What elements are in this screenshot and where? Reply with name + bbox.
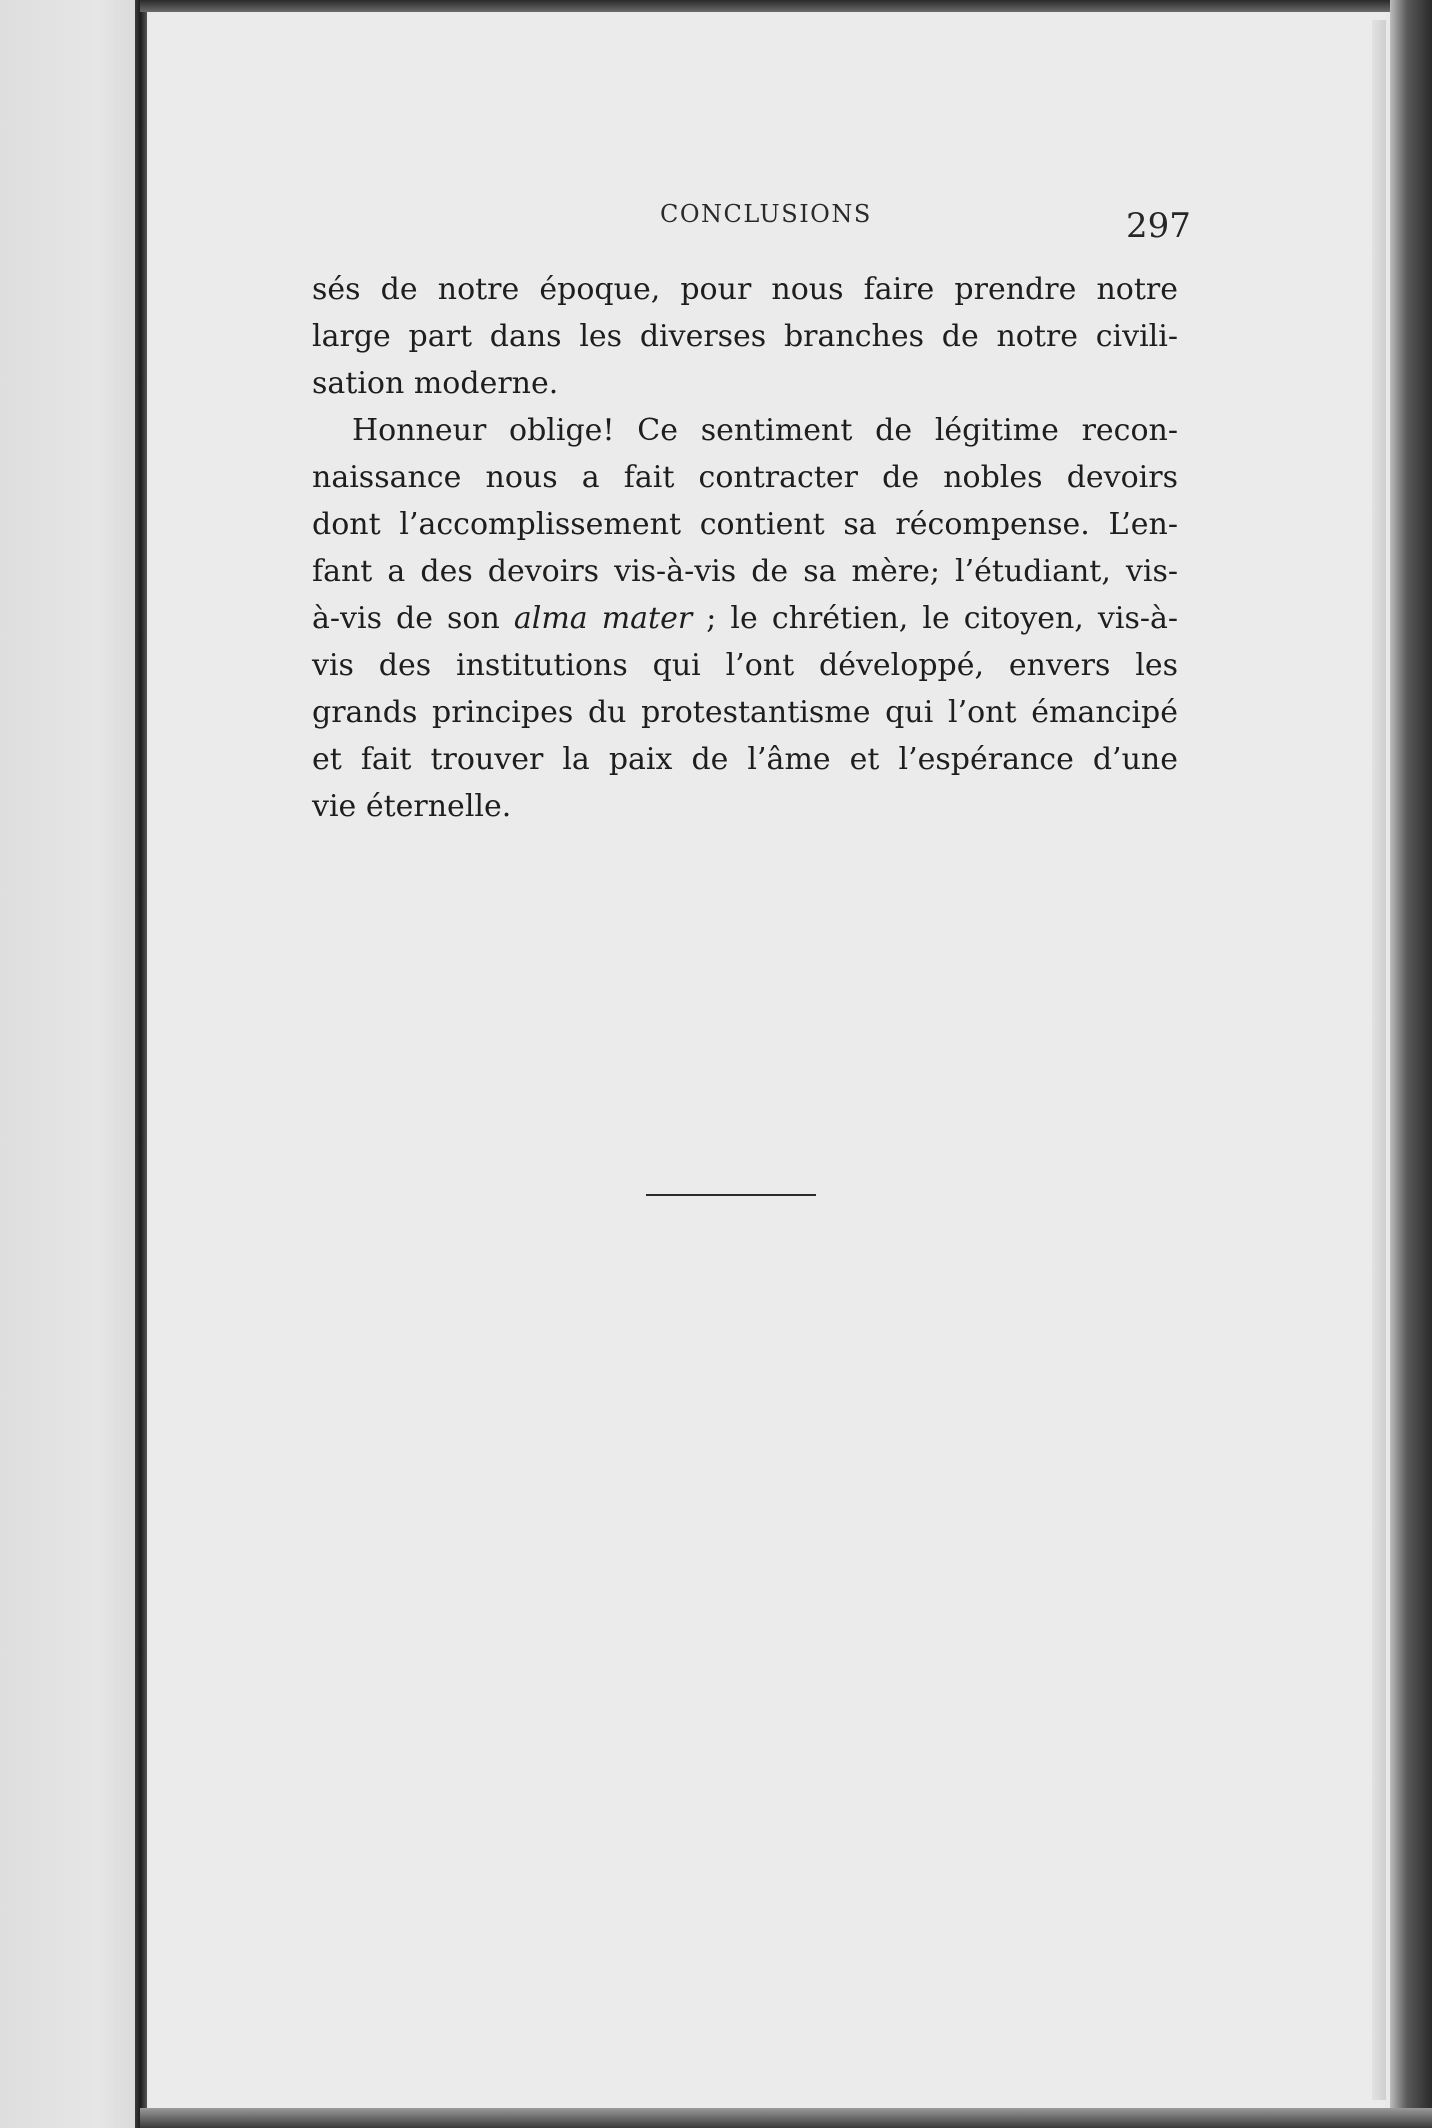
text-line: large part dans les diverses branches de notre civili- bbox=[312, 319, 1178, 354]
running-title: CONCLUSIONS bbox=[660, 200, 872, 228]
text-line-with-italic bbox=[312, 595, 1178, 642]
page-stack-edge bbox=[1372, 20, 1386, 2100]
top-page-edge bbox=[140, 0, 1432, 12]
text-segment: ; le chrétien, le citoyen, vis-à- bbox=[692, 601, 1178, 636]
text-line: et fait trouver la paix de l’âme et l’espérance d’une bbox=[312, 742, 1178, 777]
end-of-chapter-rule bbox=[646, 1194, 816, 1196]
binding-gutter bbox=[135, 0, 147, 2128]
left-page-edge bbox=[0, 0, 140, 2128]
text-line: vie éternelle. bbox=[312, 789, 512, 824]
paragraph-1 bbox=[312, 266, 1178, 407]
text-line: dont l’accomplissement contient sa récompense. L’en- bbox=[312, 507, 1178, 542]
italic-phrase: alma mater bbox=[513, 601, 693, 636]
text-line: sation moderne. bbox=[312, 366, 559, 401]
text-line: Honneur oblige! Ce sentiment de légitime recon- bbox=[352, 413, 1178, 448]
body-text bbox=[312, 266, 1178, 830]
page-number: 297 bbox=[1126, 206, 1191, 246]
text-line: grands principes du protestantisme qui l’ont émancipé bbox=[312, 695, 1178, 730]
text-line: vis des institutions qui l’ont développé, envers les bbox=[312, 648, 1178, 683]
bottom-page-edge bbox=[140, 2108, 1432, 2128]
text-line: sés de notre époque, pour nous faire prendre notre bbox=[312, 272, 1178, 307]
text-segment: à-vis de son bbox=[312, 601, 514, 636]
text-line: naissance nous a fait contracter de nobles devoirs bbox=[312, 460, 1178, 495]
paragraph-2 bbox=[312, 407, 1178, 830]
text-line: fant a des devoirs vis-à-vis de sa mère; l’étudiant, vis- bbox=[312, 554, 1178, 589]
right-page-edge bbox=[1390, 0, 1432, 2128]
